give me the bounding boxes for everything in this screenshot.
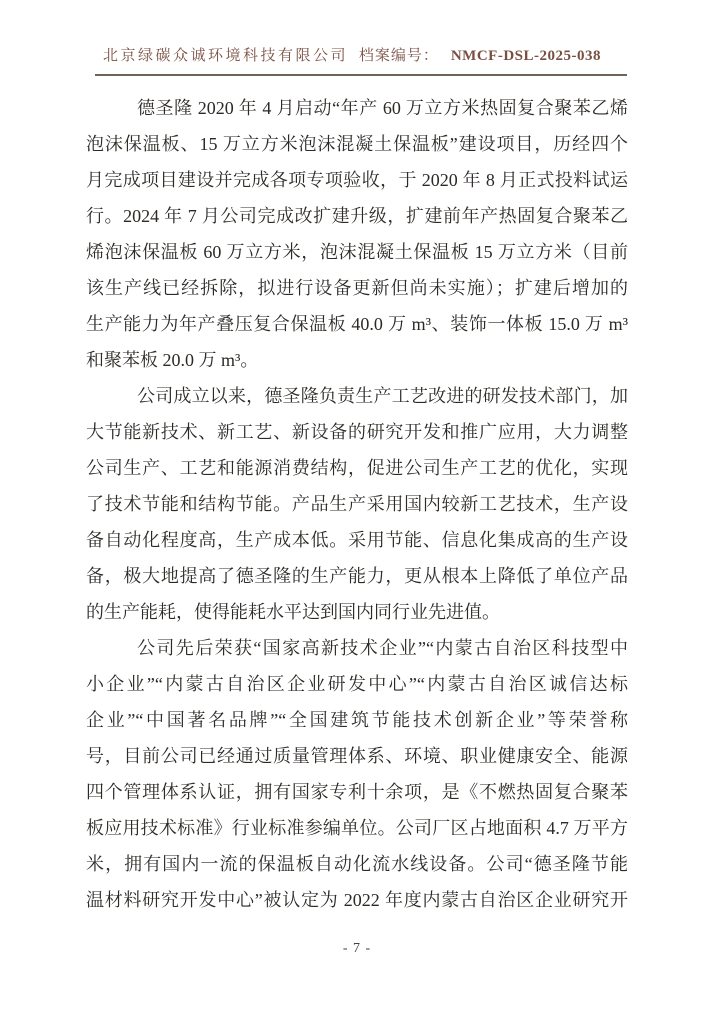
text-line: 温材料研究开发中心”被认定为 2022 年度内蒙古自治区企业研究开: [86, 890, 628, 910]
file-number-value: NMCF-DSL-2025-038: [450, 48, 601, 64]
page-header: [95, 44, 627, 76]
file-number-label: 档案编号：: [358, 48, 439, 64]
text-line: 大节能新技术、新工艺、新设备的研究开发和推广应用，大力调整: [86, 422, 628, 442]
document-body: [86, 90, 628, 918]
text-line: 了技术节能和结构节能。产品生产采用国内较新工艺技术，生产设: [86, 494, 628, 514]
text-line: 月完成项目建设并完成各项专项验收，于 2020 年 8 月正式投料试运: [86, 170, 628, 190]
paragraph-honors: [86, 630, 628, 918]
text-line: 和聚苯板 20.0 万 m³。: [86, 350, 259, 370]
text-line: 备自动化程度高，生产成本低。采用节能、信息化集成高的生产设: [86, 530, 628, 550]
text-line: 企业”“中国著名品牌”“全国建筑节能技术创新企业”等荣誉称: [86, 710, 628, 730]
text-line: 板应用技术标准》行业标准参编单位。公司厂区占地面积 4.7 万平方: [86, 818, 628, 838]
company-name: 北京绿碳众诚环境科技有限公司: [103, 48, 349, 64]
file-number: [359, 44, 627, 65]
text-line: 生产能力为年产叠压复合保温板 40.0 万 m³、装饰一体板 15.0 万 m³: [86, 314, 628, 334]
text-line: 公司生产、工艺和能源消费结构，促进公司生产工艺的优化，实现: [86, 458, 628, 478]
text-line: 米，拥有国内一流的保温板自动化流水线设备。公司“德圣隆节能: [86, 854, 628, 874]
text-line: 号，目前公司已经通过质量管理体系、环境、职业健康安全、能源: [86, 746, 628, 766]
text-line: 备，极大地提高了德圣隆的生产能力，更从根本上降低了单位产品: [86, 566, 628, 586]
page-number: - 7 -: [342, 941, 372, 956]
text-line: 公司成立以来，德圣隆负责生产工艺改进的研发技术部门，加: [137, 386, 628, 406]
text-line: 烯泡沫保温板 60 万立方米，泡沫混凝土保温板 15 万立方米（目前: [86, 242, 628, 262]
text-line: 该生产线已经拆除，拟进行设备更新但尚未实施）；扩建后增加的: [86, 278, 628, 298]
text-line: 四个管理体系认证，拥有国家专利十余项，是《不燃热固复合聚苯: [86, 782, 628, 802]
text-line: 行。2024 年 7 月公司完成改扩建升级，扩建前年产热固复合聚苯乙: [86, 206, 628, 226]
paragraph-technology: [86, 378, 628, 630]
text-line: 泡沫保温板、15 万立方米泡沫混凝土保温板”建设项目，历经四个: [86, 134, 628, 154]
text-line: 小企业”“内蒙古自治区企业研发中心”“内蒙古自治区诚信达标: [86, 674, 628, 694]
text-line: 公司先后荣获“国家高新技术企业”“内蒙古自治区科技型中: [137, 638, 628, 658]
paragraph-project: [86, 90, 628, 378]
text-line: 德圣隆 2020 年 4 月启动“年产 60 万立方米热固复合聚苯乙烯: [137, 98, 628, 118]
text-line: 的生产能耗，使得能耗水平达到国内同行业先进值。: [86, 602, 500, 622]
